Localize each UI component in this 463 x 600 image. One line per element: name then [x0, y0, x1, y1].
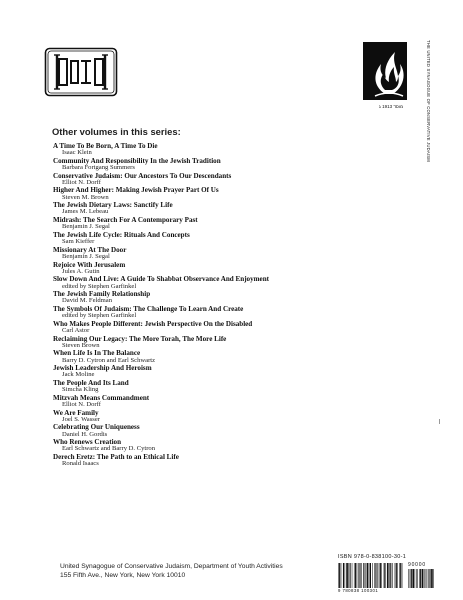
- book-title: Slow Down And Live: A Guide To Shabbat Observance And Enjoyment: [53, 275, 270, 284]
- book-author: Carl Astor: [62, 326, 90, 334]
- series-heading: Other volumes in this series:: [52, 126, 181, 137]
- publisher-info: [60, 563, 283, 580]
- book-entry: [53, 439, 353, 454]
- isbn-label: ISBN 978-0-838100-30-1: [338, 554, 407, 560]
- book-author: Simcha Kling: [62, 386, 99, 394]
- book-author: Barry D. Cytron and Earl Schwartz: [62, 356, 156, 364]
- book-title: We Are Family: [53, 408, 99, 417]
- book-entry: [53, 424, 353, 439]
- isbn-barcode: [338, 554, 438, 593]
- book-entry: [53, 247, 353, 262]
- book-entry: [53, 187, 353, 202]
- book-author: Barbara Fortgang Summers: [62, 164, 135, 172]
- book-title: Higher And Higher: Making Jewish Prayer Part Of Us: [53, 186, 219, 195]
- book-entry: [53, 143, 353, 158]
- book-entry: [53, 202, 353, 217]
- book-author: James M. Lebeau: [62, 208, 109, 216]
- book-author: Elliot N. Dorff: [62, 401, 101, 409]
- publisher-line-1: United Synagogue of Conservative Judaism, Department of Youth Activities: [60, 563, 283, 570]
- book-title: Celebrating Our Uniqueness: [53, 423, 140, 432]
- barcode-digits: 9 780838 100301: [338, 588, 379, 593]
- book-author: Ronald Isaacs: [62, 460, 99, 468]
- book-entry: [53, 291, 353, 306]
- book-entry: [53, 350, 353, 365]
- book-entry: [53, 365, 353, 380]
- book-entry: [53, 321, 353, 336]
- stray-mark: [439, 419, 440, 424]
- book-entry: [53, 410, 353, 425]
- book-author: Jules A. Gutin: [62, 267, 100, 275]
- book-list: [53, 143, 353, 469]
- book-entry: [53, 395, 353, 410]
- book-title: Who Renews Creation: [53, 438, 122, 447]
- book-author: edited by Stephen Garfinkel: [62, 312, 137, 320]
- book-entry: [53, 158, 353, 173]
- book-author: Benjamin J. Segal: [62, 252, 110, 260]
- book-title: The Jewish Dietary Laws: Sanctify Life: [53, 201, 173, 210]
- book-title: The Jewish Life Cycle: Rituals And Concepts: [53, 230, 190, 239]
- book-entry: [53, 217, 353, 232]
- book-title: Conservative Judaism: Our Ancestors To Our Descendants: [53, 171, 232, 180]
- book-title: Jewish Leadership And Heroism: [53, 364, 152, 373]
- book-author: Isaac Klein: [62, 149, 92, 157]
- seal-text: THE UNITED SYNAGOGUE OF CONSERVATIVE JUDAISM: [426, 40, 431, 162]
- book-author: Steven M. Brown: [62, 193, 109, 201]
- book-author: edited by Stephen Garfinkel: [62, 282, 137, 290]
- book-title: Mitzvah Means Commandment: [53, 393, 150, 402]
- book-title: A Time To Be Born, A Time To Die: [53, 142, 158, 150]
- barcode-addon-digits: 90000: [408, 562, 426, 568]
- book-author: Elliot N. Dorff: [62, 178, 101, 186]
- book-title: Reclaiming Our Legacy: The More Torah, The More Life: [53, 334, 227, 343]
- torah-scroll-logo-icon: [44, 47, 118, 97]
- barcode-icon: [338, 563, 404, 588]
- seal-caption: מוסד 1913 ג: [378, 104, 404, 109]
- book-author: Daniel H. Gordis: [62, 430, 108, 438]
- book-author: Jack Moline: [62, 371, 95, 379]
- book-entry: [53, 262, 353, 277]
- book-title: Rejoice With Jerusalem: [53, 260, 126, 269]
- book-title: The People And Its Land: [53, 379, 129, 387]
- book-author: Benjamin J. Segal: [62, 223, 110, 231]
- flame-seal-logo-icon: [361, 40, 417, 110]
- book-title: Who Makes People Different: Jewish Perspective On the Disabled: [53, 319, 253, 328]
- book-entry: [53, 232, 353, 247]
- book-title: Midrash: The Search For A Contemporary Past: [53, 216, 198, 225]
- book-entry: [53, 336, 353, 351]
- book-entry: [53, 306, 353, 321]
- book-entry: [53, 173, 353, 188]
- book-entry: [53, 276, 353, 291]
- barcode-addon-icon: [408, 569, 434, 588]
- book-title: Community And Responsibility In the Jewish Tradition: [53, 156, 221, 165]
- book-author: Sam Kieffer: [62, 238, 95, 246]
- book-title: When Life Is In The Balance: [53, 349, 141, 358]
- book-author: Joel S. Wasser: [62, 415, 100, 423]
- publisher-line-2: 155 Fifth Ave., New York, New York 10010: [60, 571, 186, 579]
- book-entry: [53, 380, 353, 395]
- book-title: The Symbols Of Judaism: The Challenge To Learn And Create: [53, 304, 244, 313]
- book-entry: [53, 454, 353, 469]
- book-author: Earl Schwartz and Barry D. Cytron: [62, 445, 156, 453]
- book-author: Steven Brown: [62, 341, 100, 349]
- book-author: David M. Feldman: [62, 297, 112, 305]
- book-title: Missionary At The Door: [53, 245, 127, 254]
- book-title: Derech Eretz: The Path to an Ethical Life: [53, 453, 179, 462]
- book-title: The Jewish Family Relationship: [53, 290, 151, 299]
